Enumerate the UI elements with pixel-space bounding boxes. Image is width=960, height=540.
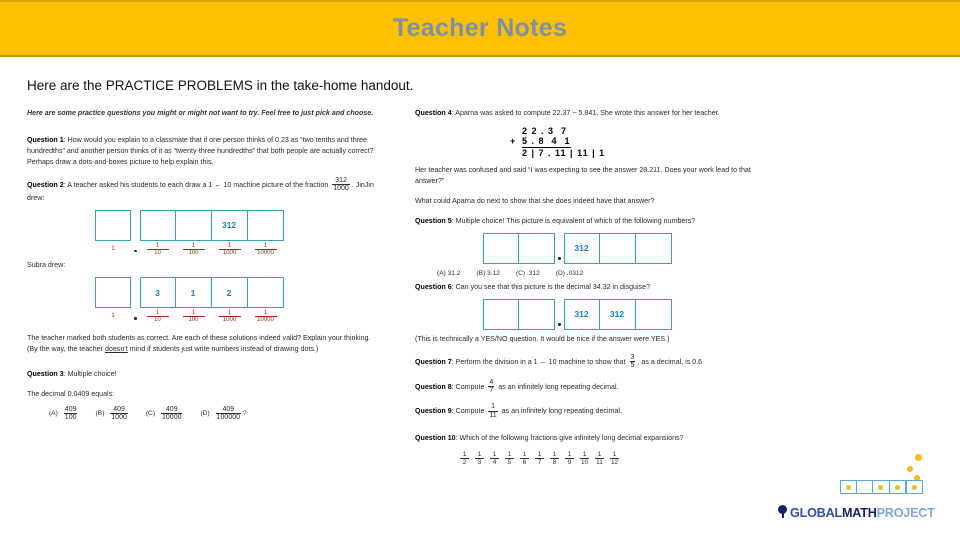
decimal-box: 312	[564, 233, 600, 264]
place-label-one: 1	[111, 245, 115, 252]
spacer	[510, 126, 522, 136]
logo-dot	[912, 485, 917, 490]
lightbulb-stem	[782, 513, 784, 518]
question-10-fractions	[415, 451, 760, 466]
logo-word-math: MATH	[841, 506, 877, 520]
question-1	[27, 135, 377, 168]
fraction-item: 1 8	[547, 451, 562, 466]
decimal-box	[636, 299, 672, 330]
question-10-text: : Which of the following fractions give infinitely long decimal expansions?	[455, 433, 684, 442]
fraction-item: 1 3	[472, 451, 487, 466]
handout-left-column	[27, 108, 377, 421]
place-label: 1 10000	[248, 243, 284, 257]
question-5-diagram-wrap	[415, 233, 760, 264]
question-10-label: Question 10	[415, 433, 456, 442]
sum-value: 2 | 7 . 11 | 11 | 1	[522, 147, 606, 158]
decimal-box: 312	[564, 299, 600, 330]
whole-box-group	[483, 299, 555, 330]
fraction-item: 1 12	[610, 450, 619, 466]
logo-dot	[878, 485, 883, 490]
place-label: 1 100	[176, 243, 212, 257]
fraction-denominator: 1000	[333, 185, 349, 193]
question-7-text-b: , as a decimal, is 0.6	[637, 358, 703, 367]
option-label: (B)	[95, 410, 105, 418]
question-2	[27, 177, 377, 204]
question-2-text-b: . JinJin drew:	[27, 181, 374, 202]
question-1-label: Question 1	[27, 135, 64, 144]
question-3-options	[27, 406, 377, 422]
subra-diagram	[95, 277, 377, 324]
decimal-box	[248, 210, 284, 241]
question-7-text-a: : Perform the division in a 1 ← 10 machine to show that	[451, 358, 626, 367]
ones-box	[95, 277, 131, 308]
option-label: (A)	[49, 410, 58, 418]
option-fraction: 409 100	[64, 405, 77, 422]
question-3	[27, 369, 377, 380]
addend-1: 2 2 . 3 7	[522, 125, 568, 136]
option-a: (A) 31.2	[437, 269, 461, 277]
decimal-box	[636, 233, 672, 264]
fraction-item: 1 9	[562, 451, 577, 466]
question-3-prompt: The decimal 0.0409 equals:	[27, 389, 115, 398]
question-5-text: : Multiple choice! This picture is equivalent of which of the following numbers?	[451, 216, 696, 225]
decimal-box	[176, 210, 212, 241]
plus-sign: +	[510, 135, 517, 146]
question-2-fraction	[332, 177, 350, 193]
teacher-note	[27, 333, 377, 355]
decimal-box: 2	[212, 277, 248, 308]
question-8	[415, 379, 760, 395]
whole-box	[519, 299, 555, 330]
question-2-label: Question 2	[27, 181, 64, 190]
fraction-item: 1 11	[596, 450, 603, 466]
question-5-label: Question 5	[415, 216, 452, 225]
title-banner	[0, 0, 960, 57]
place-label: 1 10000	[248, 310, 284, 324]
global-math-project-logo	[790, 448, 950, 536]
spacer	[415, 423, 760, 433]
fraction-item: 1 6	[517, 451, 532, 466]
question-9-text-a: : Compute	[451, 407, 485, 416]
sum-row	[510, 148, 760, 158]
addend-2: 5 . 8 4 1	[522, 135, 571, 146]
question-6	[415, 282, 760, 293]
decimal-box: 3	[140, 277, 176, 308]
decimal-box	[140, 210, 176, 241]
ones-label-row	[95, 243, 131, 252]
logo-box	[840, 480, 857, 494]
decimal-point	[558, 257, 561, 260]
question-mark: ?	[243, 410, 247, 418]
question-1-text: : How would you explain to a classmate that if one person thinks of 0.23 as “two tenths and three hundredths” and another person thinks of it as “twenty-three hundredths” that both people are actually correct? Perhaps draw a dots-and-boxes picture to help explain this.	[27, 135, 374, 166]
decimal-box-group	[564, 233, 672, 264]
question-9-text-b: as an infinitely long repeating decimal.	[501, 407, 622, 416]
question-9-label: Question 9	[415, 407, 452, 416]
fraction-numerator: 312	[335, 176, 347, 184]
question-2-text-a: : A teacher asked his students to each draw a 1 ← 10 machine picture of the fraction	[63, 181, 329, 190]
trail-dot	[907, 466, 913, 472]
decimal-point	[558, 323, 561, 326]
logo-box	[857, 480, 874, 494]
lightbulb-icon	[778, 505, 789, 518]
question-7	[415, 354, 760, 370]
teacher-note-underlined: doesn’t	[104, 344, 128, 353]
logo-boxes	[840, 480, 923, 494]
addend-row-2	[510, 136, 760, 148]
whole-box	[483, 233, 519, 264]
logo-dot	[846, 485, 851, 490]
spacer	[27, 125, 377, 135]
option-c	[146, 406, 185, 422]
decimal-box	[248, 277, 284, 308]
place-label: 1 10	[140, 243, 176, 257]
question-3-label: Question 3	[27, 369, 64, 378]
question-10	[415, 433, 760, 444]
decimal-label-row	[140, 310, 284, 324]
place-label-one: 1	[111, 313, 115, 320]
question-9-fraction: $\frac{1}{11}$	[489, 403, 497, 419]
option-label: (D)	[200, 410, 210, 418]
decimal-point	[134, 317, 137, 320]
jinjin-diagram-wrap	[27, 210, 377, 257]
whole-box	[483, 299, 519, 330]
question-8-text-a: : Compute	[451, 382, 485, 391]
ones-box-group	[95, 277, 131, 308]
option-fraction: 409 1000	[111, 405, 127, 422]
question-4-label: Question 4	[415, 109, 452, 117]
question-7-label: Question 7	[415, 358, 452, 367]
question-5-diagram	[483, 233, 760, 264]
option-fraction: 409 100000	[216, 405, 240, 422]
option-d	[200, 406, 246, 422]
question-5-options	[415, 270, 760, 277]
handout-lead-text: Here are some practice questions you might or might not want to try. Feel free to just pick and choose.	[27, 109, 374, 117]
ones-box-group	[95, 210, 131, 241]
logo-box	[906, 480, 923, 494]
decimal-box: 1	[176, 277, 212, 308]
question-6-diagram-wrap	[415, 299, 760, 330]
option-label: (C)	[145, 410, 156, 418]
place-label: 1 100	[176, 310, 212, 324]
handout-right-column	[415, 108, 760, 466]
jinjin-diagram	[95, 210, 377, 257]
decimal-box: 312	[212, 210, 248, 241]
decimal-box-group	[140, 210, 284, 241]
question-6-label: Question 6	[415, 282, 452, 291]
question-4-text: : Aparna was asked to compute 22.37 − 5.841. She wrote this answer for her teacher.	[451, 109, 720, 117]
fraction-item: 1 5	[502, 451, 517, 466]
ones-box	[95, 210, 131, 241]
question-6-text: : Can you see that this picture is the decimal 34.32 in disguise?	[451, 282, 651, 291]
trail-dot	[915, 454, 922, 461]
teacher-note-text-2: mind if students just write numbers instead of drawing dots.)	[127, 344, 319, 353]
spacer	[27, 359, 377, 369]
question-4-followup-2: What could Aparna do next to show that she does indeed have that answer?	[415, 196, 655, 205]
logo-box	[890, 480, 907, 494]
decimal-box	[600, 233, 636, 264]
fraction-item: 1 10	[580, 450, 589, 466]
fraction-item: 1 7	[532, 451, 547, 466]
logo-wordmark	[790, 506, 935, 520]
question-8-label: Question 8	[415, 382, 452, 391]
question-8-text-b: as an infinitely long repeating decimal.	[498, 382, 619, 391]
question-4-work	[415, 126, 760, 158]
logo-dot	[895, 485, 900, 490]
question-6-diagram	[483, 299, 760, 330]
fraction-item: 1 2	[457, 451, 472, 466]
decimal-box-group	[140, 277, 284, 308]
logo-box	[873, 480, 890, 494]
decimal-box-group	[564, 299, 672, 330]
addend-row-1	[510, 126, 760, 136]
whole-box-group	[483, 233, 555, 264]
question-3-text: : Multiple choice!	[63, 369, 117, 378]
page-title: Teacher Notes	[392, 14, 568, 42]
place-label: 1 1000	[212, 243, 248, 257]
intro-text: Here are the PRACTICE PROBLEMS in the take-home handout.	[27, 78, 414, 93]
option-d: (D) .0312	[555, 269, 584, 277]
decimal-point	[134, 250, 137, 253]
subra-intro: Subra drew:	[27, 261, 66, 270]
option-c: (C) .312	[515, 269, 540, 277]
option-b	[95, 406, 129, 422]
option-fraction: 409 10000	[162, 405, 182, 422]
ones-label-row	[95, 310, 131, 319]
fraction-item: 1 4	[487, 451, 502, 466]
logo-word-project: PROJECT	[876, 506, 935, 520]
question-6-note: (This is technically a YES/NO question. It would be nice if the answer were YES.)	[415, 334, 670, 343]
decimal-box: 312	[600, 299, 636, 330]
question-7-fraction: $\frac{3}{5}$	[630, 353, 635, 370]
subra-diagram-wrap	[27, 277, 377, 324]
question-4-followup: Her teacher was confused and said “I was expecting to see the answer 28.211. Does your work lead to that answer?”	[415, 165, 751, 185]
question-8-fraction: $\frac{4}{7}$	[489, 378, 494, 394]
decimal-label-row	[140, 243, 284, 257]
question-4	[415, 108, 760, 119]
whole-box	[519, 233, 555, 264]
place-label: 1 1000	[212, 310, 248, 324]
question-5	[415, 216, 760, 227]
teacher-note-text: The teacher marked both students as correct. Are each of these solutions indeed valid? Explain your thinking. (By the way, the teacher	[27, 333, 371, 353]
place-label: 1 10	[140, 310, 176, 324]
logo-word-global: GLOBAL	[790, 506, 842, 520]
option-a	[49, 406, 79, 422]
question-9	[415, 403, 760, 419]
option-b: (B) 3.12	[476, 269, 500, 277]
